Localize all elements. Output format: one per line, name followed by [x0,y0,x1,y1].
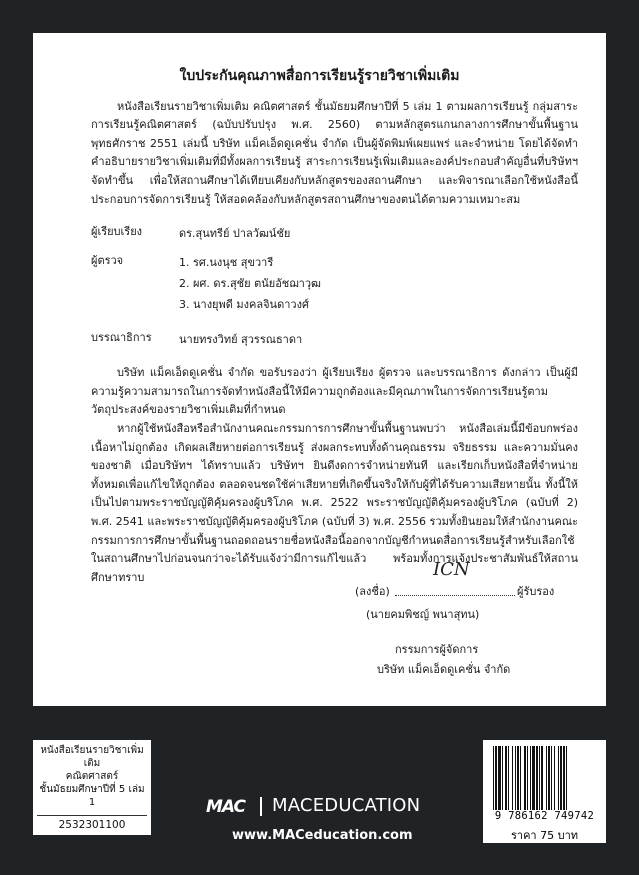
mac-logo [206,795,432,819]
company-name: บริษัท แม็คเอ็ดดูเคชั่น จำกัด [377,663,511,676]
website-url: www.MACeducation.com [232,828,413,843]
book-label-line: หนังสือเรียนรายวิชาเพิ่มเติม [40,745,144,769]
book-label-line: ชั้นมัธยมศึกษาปีที่ 5 เล่ม 1 [39,784,145,808]
reviewer-name: 2. ผศ. ดร.สุชัย ตนัยอัชฌาวุฒ [179,277,321,291]
board-title: กรรมการผู้จัดการ [395,643,479,656]
author-row [91,223,578,244]
mac-logo-text: MACEDUCATION [272,795,421,816]
book-label [33,740,151,835]
mac-logo-mark: MAC [206,797,246,817]
editor-role: บรรณาธิการ [91,331,152,345]
sign-role: ผู้รับรอง [517,585,555,598]
liability-paragraph: หากผู้ใช้หนังสือหรือสำนักงานคณะกรรมการการศึกษาขั้นพื้นฐานพบว่า หนังสือเล่มนี้มีข้อบกพร่อง เนื้อหาไม่ถูกต้อง เกิดผลเสียหายต่อการเรียนรู้ ส่งผลกระทบทั้งด้านคุณธรรม จริยธรรม และความมั่นคงของชาติ เมื่อบริษัทฯ ได้ทราบแล้ว บริษัทฯ ยินดีงดการจำหน่ายทันที และเรียกเก็บหนังสือที่จำหน่ายทั้งหมดเพื่อแก้ไขให้ถูกต้อง ตลอดจนชดใช้ค่าเสียหายที่เกิดขึ้นจริงให้กับผู้ที่ได้รับความเสียหายนั้น ทั้งนี้ให้เป็นไปตามพระราชบัญญัติคุ้มครองผู้บริโภค พ.ศ. 2522 พระราชบัญญัติคุ้มครองผู้บริโภค (ฉบับที่ 2) พ.ศ. 2541 และพระราชบัญญัติคุ้มครองผู้บริโภค (ฉบับที่ 3) พ.ศ. 2556 รวมทั้งยินยอมให้สำนักงานคณะกรรมการการศึกษาขั้นพื้นฐานถอดถอนรายชื่อหนังสือนี้ออกจากบัญชีกำหนดสื่อการเรียนรู้สำหรับเลือกใช้ในสถานศึกษาไปก่อนจนกว่าจะได้รับแจ้งว่ามีการแก้ไขแล้ว พร้อมทั้งการแจ้งประชาสัมพันธ์ให้สถานศึกษาทราบ [91,421,578,584]
book-code: 2532301100 [37,815,147,832]
handwritten-signature: ICN [433,559,470,580]
certificate-title: ใบประกันคุณภาพสื่อการเรียนรู้รายวิชาเพิ่มเติม [179,68,460,84]
author-role: ผู้เรียบเรียง [91,225,143,239]
warranty-paragraph: บริษัท แม็คเอ็ดดูเคชั่น จำกัด ขอรับรองว่า ผู้เรียบเรียง ผู้ตรวจ และบรรณาธิการ ดังกล่าว เป็นผู้มีความรู้ความสามารถในการจัดทำหนังสือนี้ให้มีความถูกต้องและมีคุณภาพในการจัดการเรียนรู้ตามวัตถุประสงค์ของรายวิชาเพิ่มเติมที่กำหนด [91,366,578,417]
reviewer-name: 1. รศ.นงนุช สุขวารี [179,256,274,270]
editor-name: นายทรงวิทย์ สุวรรณธาดา [179,333,303,347]
barcode-box [483,740,606,843]
editor-row [91,329,578,350]
sign-label: (ลงชื่อ) [355,585,390,598]
intro-paragraph: หนังสือเรียนรายวิชาเพิ่มเติม คณิตศาสตร์ ชั้นมัธยมศึกษาปีที่ 5 เล่ม 1 ตามผลการเรียนรู้ กลุ่มสาระการเรียนรู้คณิตศาสตร์ (ฉบับปรับปรุง พ.ศ. 2560) ตามหลักสูตรแกนกลางการศึกษาขั้นพื้นฐาน พุทธศักราช 2551 เล่มนี้ บริษัท แม็คเอ็ดดูเคชั่น จำกัด เป็นผู้จัดพิมพ์เผยแพร่ และจำหน่าย โดยได้จัดทำคำอธิบายรายวิชาเพิ่มเติมที่มีทั้งผลการเรียนรู้ สาระการเรียนรู้เพิ่มเติมและองค์ประกอบสำคัญอื่นที่บริษัทฯ จัดทำขึ้น เพื่อให้สถานศึกษาได้เทียบเคียงกับหลักสูตรของสถานศึกษา และพิจารณาเลือกใช้หนังสือนี้ประกอบการจัดการเรียนรู้ ให้สอดคล้องกับหลักสูตรสถานศึกษาของตนได้ตามความเหมาะสม [91,99,578,206]
barcode-icon [491,746,598,810]
book-label-line: คณิตศาสตร์ [65,771,119,782]
author-name: ดร.สุนทรีย์ ปาลวัฒน์ชัย [179,227,291,241]
signature-line [395,595,515,596]
price-label: ราคา 75 บาท [510,829,579,842]
logo-divider [260,797,262,816]
barcode-number: 9 786162 749742 [494,810,595,822]
reviewer-row [91,252,578,315]
quality-certificate [33,33,606,706]
reviewer-role: ผู้ตรวจ [91,254,124,268]
signer-name: (นายคมพิชญ์ พนาสุทน) [366,608,480,621]
reviewer-name: 3. นางยุพดี มงคลจินดาวงศ์ [179,298,309,312]
